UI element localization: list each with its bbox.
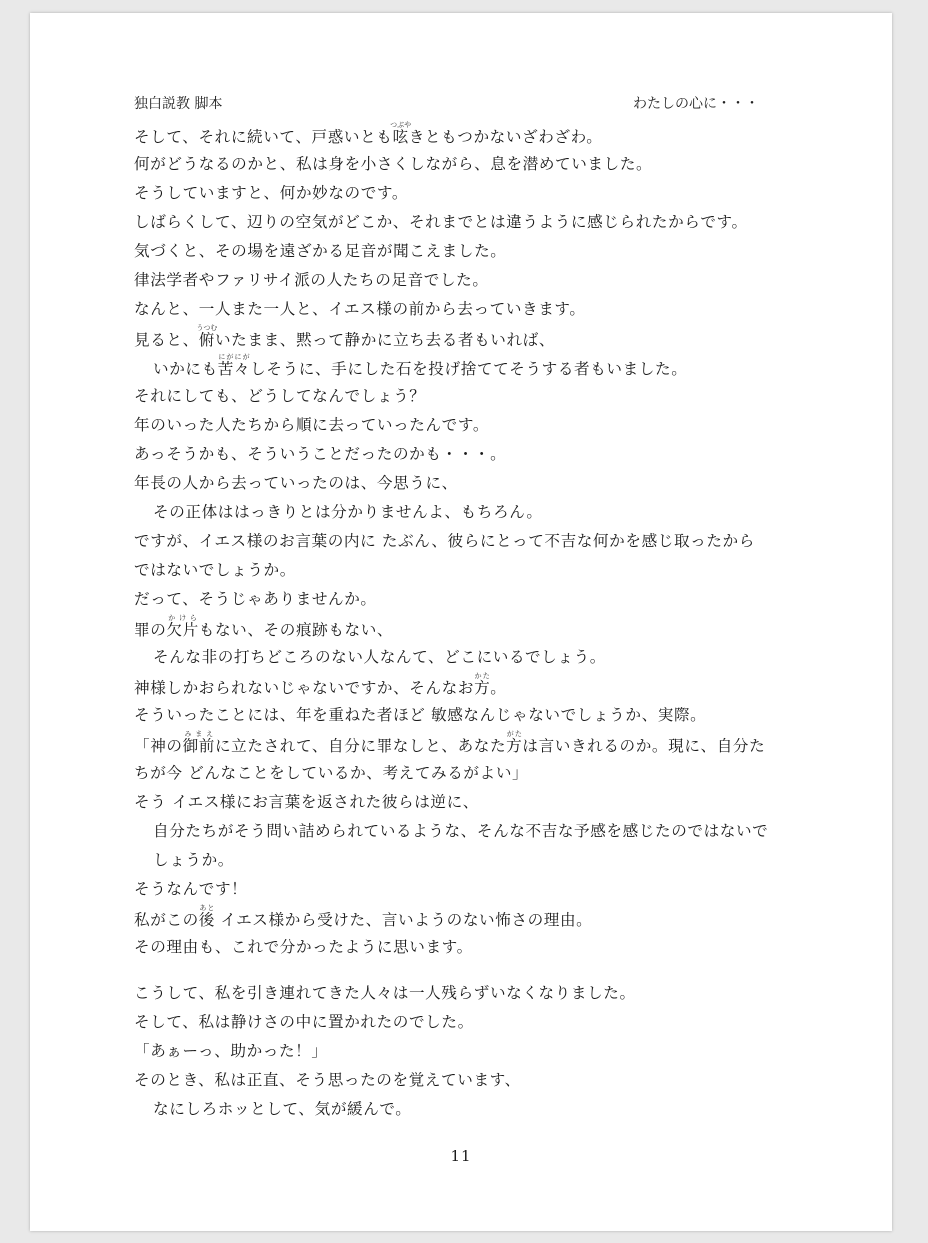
text-line: なんと、一人また一人と、イエス様の前から去っていきます。 xyxy=(134,300,586,318)
text-line: そういったことには、年を重ねた者ほど 敏感なんじゃないでしょうか、実際。 xyxy=(134,706,707,724)
header-subtitle: わたしの心に・・・ xyxy=(633,96,759,112)
text-line: 律法学者やファリサイ派の人たちの足音でした。 xyxy=(134,271,489,289)
page-number: 11 xyxy=(450,1147,472,1165)
text-line: そうなんです！ xyxy=(134,880,248,898)
text-line: ちが今 どんなことをしているか、考えてみるがよい」 xyxy=(134,764,529,782)
ruby-word: 俯うつむ xyxy=(196,324,218,349)
text-line: 自分たちがそう問い詰められているような、そんな不吉な予感を感じたのではないで xyxy=(153,822,769,840)
text-line: しばらくして、辺りの空気がどこか、それまでとは違うように感じられたからです。 xyxy=(134,213,748,231)
text-line: いかにも苦々にがにがしそうに、手にした石を投げ捨ててそうする者もいました。 xyxy=(153,353,688,378)
text-line: そうしていますと、何か妙なのです。 xyxy=(134,184,409,202)
text-line: こうして、私を引き連れてきた人々は一人残らずいなくなりました。 xyxy=(134,984,636,1002)
text-line: 罪の欠片かけらもない、その痕跡もない、 xyxy=(134,614,394,639)
text-line: そう イエス様にお言葉を返された彼らは逆に、 xyxy=(134,793,480,811)
text-line: そして、それに続いて、戸惑いとも呟つぶやきともつかないざわざわ。 xyxy=(134,121,603,146)
text-line: 気づくと、その場を遠ざかる足音が聞こえました。 xyxy=(134,242,507,260)
ruby-word: 苦々にがにが xyxy=(217,353,251,378)
ruby-word: 欠片かけら xyxy=(166,614,199,639)
text-line: そのとき、私は正直、そう思ったのを覚えています、 xyxy=(134,1071,521,1089)
ruby-word: 方がた xyxy=(506,730,523,755)
text-line: そして、私は静けさの中に置かれたのでした。 xyxy=(134,1013,474,1031)
text-line: ですが、イエス様のお言葉の内に たぶん、彼らにとって不吉な何かを感じ取ったから xyxy=(134,532,755,550)
text-line: 私がこの後あと イエス様から受けた、言いようのない怖さの理由。 xyxy=(134,904,593,929)
text-line: 神様しかおられないじゃないですか、そんなお方かた。 xyxy=(134,672,507,697)
ruby-word: 後あと xyxy=(198,904,215,929)
text-line: 「あぁーっ、助かった！」 xyxy=(134,1042,328,1060)
text-line: 年のいった人たちから順に去っていったんです。 xyxy=(134,416,490,434)
text-line: 何がどうなるのかと、私は身を小さくしながら、息を潜めていました。 xyxy=(134,155,653,173)
text-line: それにしても、どうしてなんでしょう？ xyxy=(134,387,426,405)
text-line: なにしろホッとして、気が緩んで。 xyxy=(153,1100,412,1118)
document-page xyxy=(30,13,892,1231)
paragraph-gap xyxy=(134,962,794,979)
text-line: その正体ははっきりとは分かりませんよ、もちろん。 xyxy=(153,503,543,521)
ruby-word: 呟つぶや xyxy=(390,121,412,146)
ruby-word: 御前みまえ xyxy=(182,730,215,755)
script-body xyxy=(134,121,794,1124)
text-line: 年長の人から去っていったのは、今思うに、 xyxy=(134,474,458,492)
text-line: しょうか。 xyxy=(153,851,234,869)
text-line: 「神の御前みまえに立たされて、自分に罪なしと、あなた方がたは言いきれるのか。現に、自分た xyxy=(134,730,766,755)
text-line: その理由も、これで分かったように思います。 xyxy=(134,938,473,956)
text-line: ではないでしょうか。 xyxy=(134,561,296,579)
text-line: あっそうかも、そういうことだったのかも・・・。 xyxy=(134,445,507,463)
text-line: 見ると、俯うつむいたまま、黙って静かに立ち去る者もいれば、 xyxy=(134,324,556,349)
text-line: だって、そうじゃありませんか。 xyxy=(134,590,377,608)
ruby-word: 方かた xyxy=(474,672,491,697)
header-title: 独白説教 脚本 xyxy=(134,96,223,112)
text-line: そんな非の打ちどころのない人なんて、どこにいるでしょう。 xyxy=(153,648,606,666)
